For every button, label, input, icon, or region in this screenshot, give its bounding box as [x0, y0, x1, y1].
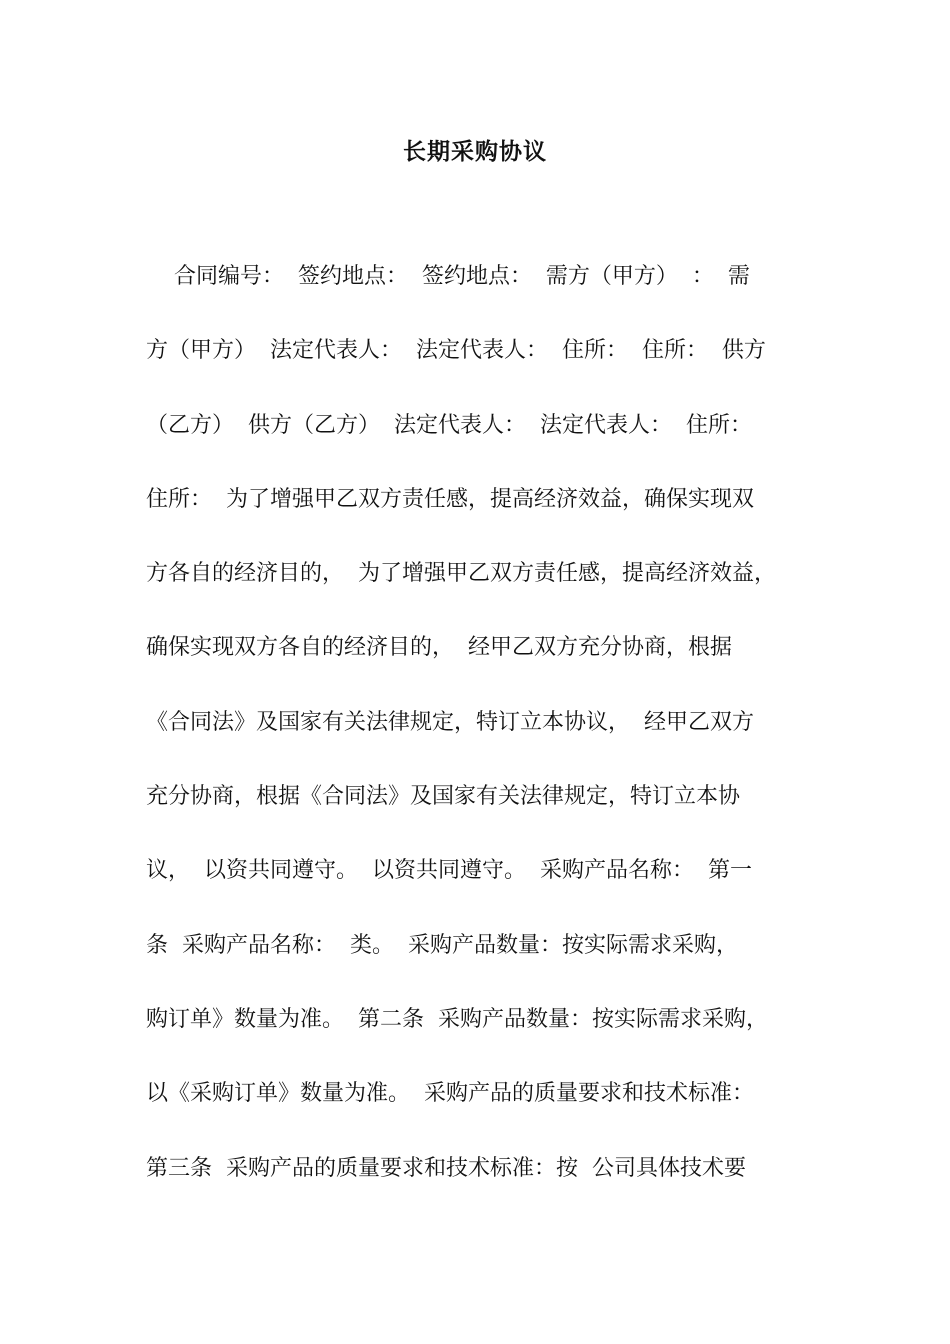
- body-line: 条 采购产品名称： 类。 采购产品数量：按实际需求采购，: [146, 932, 738, 958]
- document-title: 长期采购协议: [403, 138, 547, 165]
- body-line: 以《采购订单》数量为准。 采购产品的质量要求和技术标准：: [146, 1081, 754, 1107]
- body-line: 购订单》数量为准。 第二条 采购产品数量：按实际需求采购，: [146, 1006, 768, 1032]
- body-line: 确保实现双方各自的经济目的， 经甲乙双方充分协商，根据: [146, 635, 732, 661]
- body-line: 《合同法》及国家有关法律规定，特订立本协议， 经甲乙双方: [146, 709, 754, 735]
- body-line: 方各自的经济目的， 为了增强甲乙双方责任感，提高经济效益，: [146, 561, 776, 587]
- body-line: 第三条 采购产品的质量要求和技术标准：按 公司具体技术要: [146, 1155, 746, 1181]
- body-line: 方（甲方） 法定代表人： 法定代表人： 住所： 住所： 供方: [146, 338, 766, 364]
- body-line: 合同编号： 签约地点： 签约地点： 需方（甲方） ： 需: [146, 264, 750, 289]
- document-body: [146, 257, 806, 1223]
- body-line: 住所： 为了增强甲乙双方责任感，提高经济效益，确保实现双: [146, 486, 754, 512]
- body-line: （乙方） 供方（乙方） 法定代表人： 法定代表人： 住所：: [146, 412, 752, 438]
- body-line: 充分协商，根据《合同法》及国家有关法律规定，特订立本协: [146, 784, 741, 810]
- body-line: 议， 以资共同遵守。 以资共同遵守。 采购产品名称： 第一: [146, 858, 752, 884]
